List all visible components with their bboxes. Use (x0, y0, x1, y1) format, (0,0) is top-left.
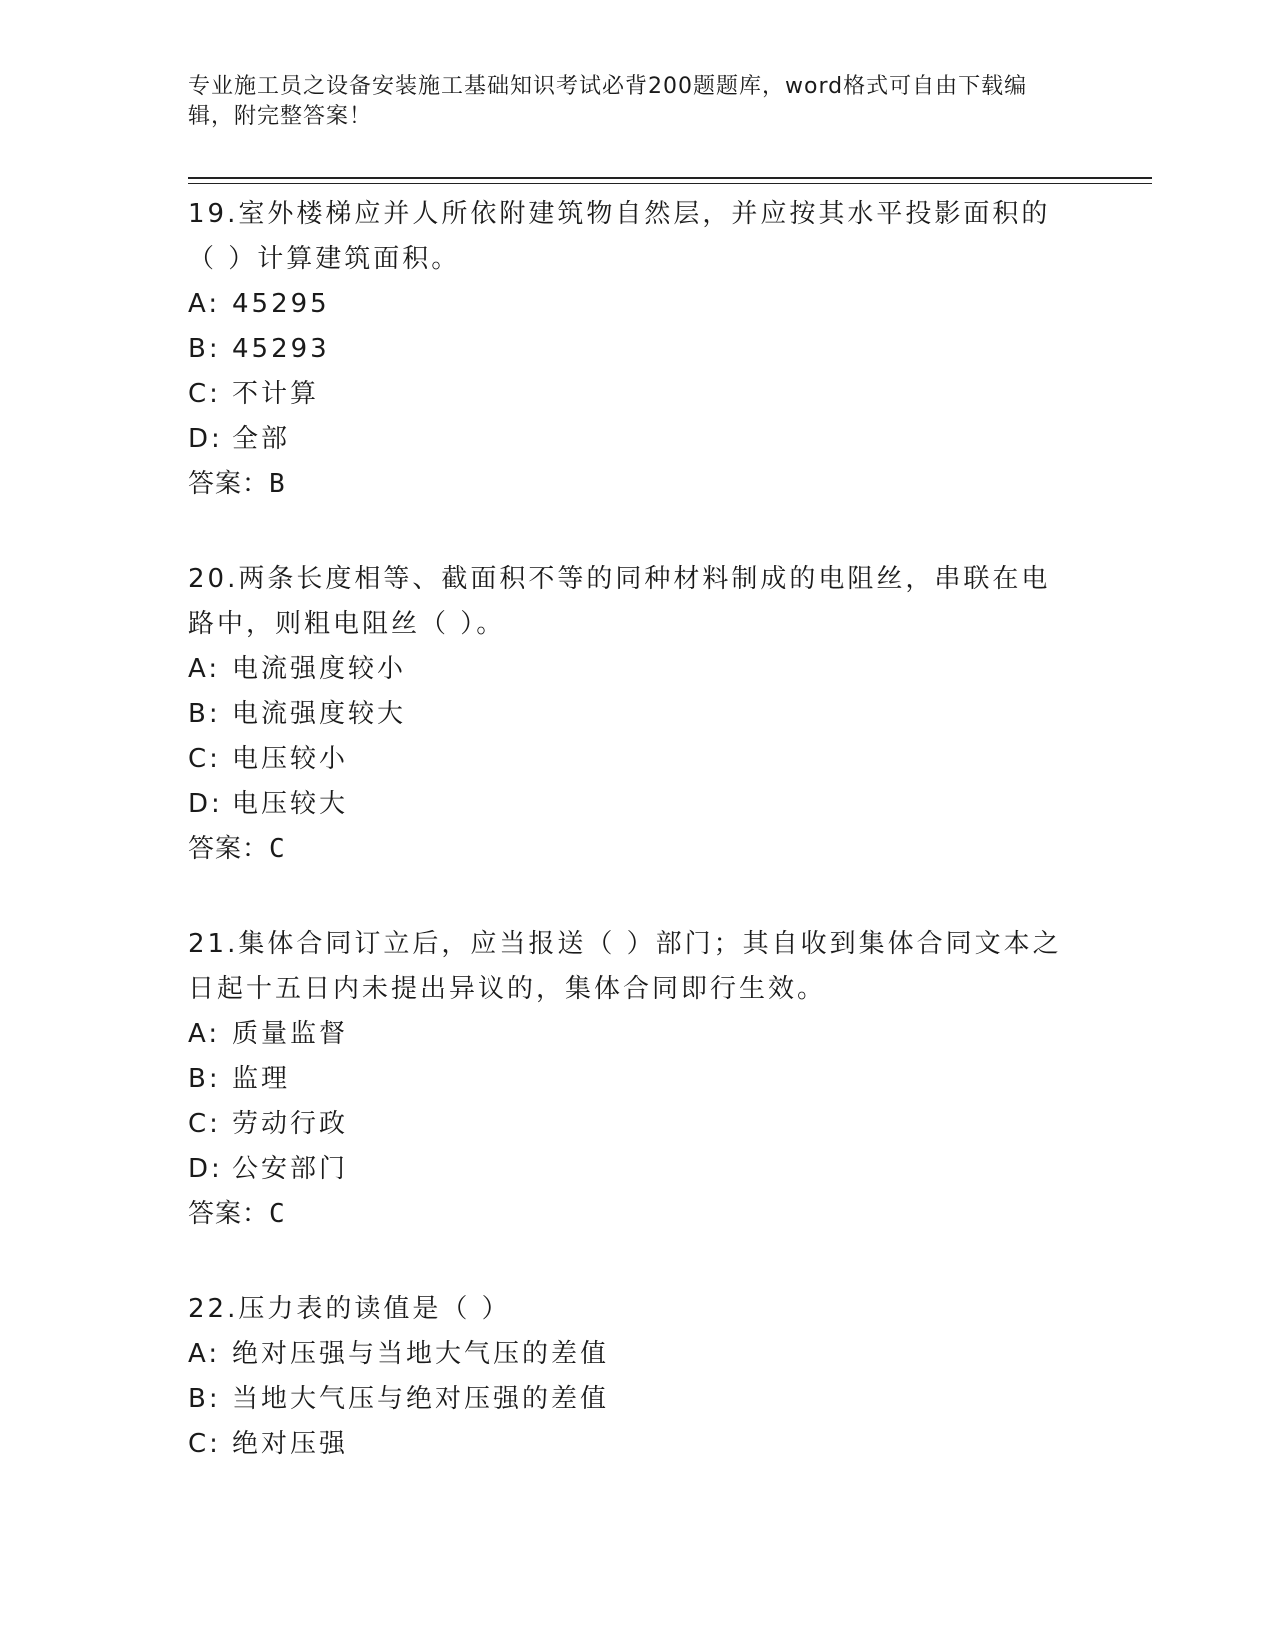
option-b (188, 692, 1108, 737)
option-letter: C: (188, 1109, 221, 1139)
option-b (188, 1057, 1108, 1102)
question-21 (188, 922, 1108, 1237)
option-letter: A: (188, 289, 221, 319)
answer-line: 答案：C (188, 834, 286, 864)
option-letter: B: (188, 1384, 221, 1414)
option-d (188, 417, 1108, 462)
option-text: 45293 (232, 334, 330, 364)
answer-line: 答案：C (188, 1199, 286, 1229)
option-a (188, 1332, 1108, 1377)
option-text: 不计算 (232, 379, 320, 409)
option-b (188, 327, 1108, 372)
question-spacer (188, 872, 1108, 918)
option-letter: D: (188, 789, 223, 819)
option-letter: D: (188, 1154, 223, 1184)
option-letter: C: (188, 744, 221, 774)
option-letter: C: (188, 1429, 221, 1459)
option-letter: A: (188, 1019, 221, 1049)
option-text: 劳动行政 (232, 1109, 349, 1139)
option-text: 绝对压强 (232, 1429, 349, 1459)
option-text: 当地大气压与绝对压强的差值 (232, 1384, 610, 1414)
option-c (188, 372, 1108, 417)
option-letter: C: (188, 379, 221, 409)
option-d (188, 782, 1108, 827)
answer-line: 答案：B (188, 469, 286, 499)
option-text: 监理 (232, 1064, 291, 1094)
question-stem: 22.压力表的读值是（ ） (188, 1294, 511, 1324)
header-rule-thin (188, 183, 1152, 184)
question-20 (188, 557, 1108, 872)
question-22 (188, 1287, 1108, 1467)
question-stem: 20.两条长度相等、截面积不等的同种材料制成的电阻丝，串联在电路中，则粗电阻丝（ ）。 (188, 564, 1051, 639)
option-letter: A: (188, 1339, 221, 1369)
option-text: 电压较小 (232, 744, 349, 774)
header-rule-thick (188, 177, 1152, 179)
option-text: 公安部门 (232, 1154, 349, 1184)
question-spacer (188, 1237, 1108, 1283)
option-text: 电压较大 (232, 789, 349, 819)
option-a (188, 647, 1108, 692)
option-a (188, 1012, 1108, 1057)
option-c (188, 1102, 1108, 1147)
question-list (188, 188, 1108, 1467)
option-d (188, 1147, 1108, 1192)
option-text: 全部 (232, 424, 291, 454)
option-letter: B: (188, 334, 221, 364)
option-letter: A: (188, 654, 221, 684)
document-header: 专业施工员之设备安装施工基础知识考试必背200题题库，word格式可自由下载编辑，附完整答案！ (188, 74, 1028, 129)
question-spacer (188, 507, 1108, 553)
option-text: 绝对压强与当地大气压的差值 (232, 1339, 610, 1369)
question-stem: 21.集体合同订立后，应当报送（ ）部门；其自收到集体合同文本之日起十五日内未提出异议的，集体合同即行生效。 (188, 929, 1062, 1004)
option-letter: B: (188, 1064, 221, 1094)
option-c (188, 737, 1108, 782)
option-a (188, 282, 1108, 327)
option-b (188, 1377, 1108, 1422)
option-text: 45295 (232, 289, 330, 319)
option-letter: B: (188, 699, 221, 729)
option-text: 质量监督 (232, 1019, 349, 1049)
option-letter: D: (188, 424, 223, 454)
question-stem: 19.室外楼梯应并人所依附建筑物自然层，并应按其水平投影面积的（ ）计算建筑面积。 (188, 199, 1051, 274)
option-text: 电流强度较小 (232, 654, 407, 684)
question-19 (188, 192, 1108, 507)
option-text: 电流强度较大 (232, 699, 407, 729)
option-c (188, 1422, 1108, 1467)
